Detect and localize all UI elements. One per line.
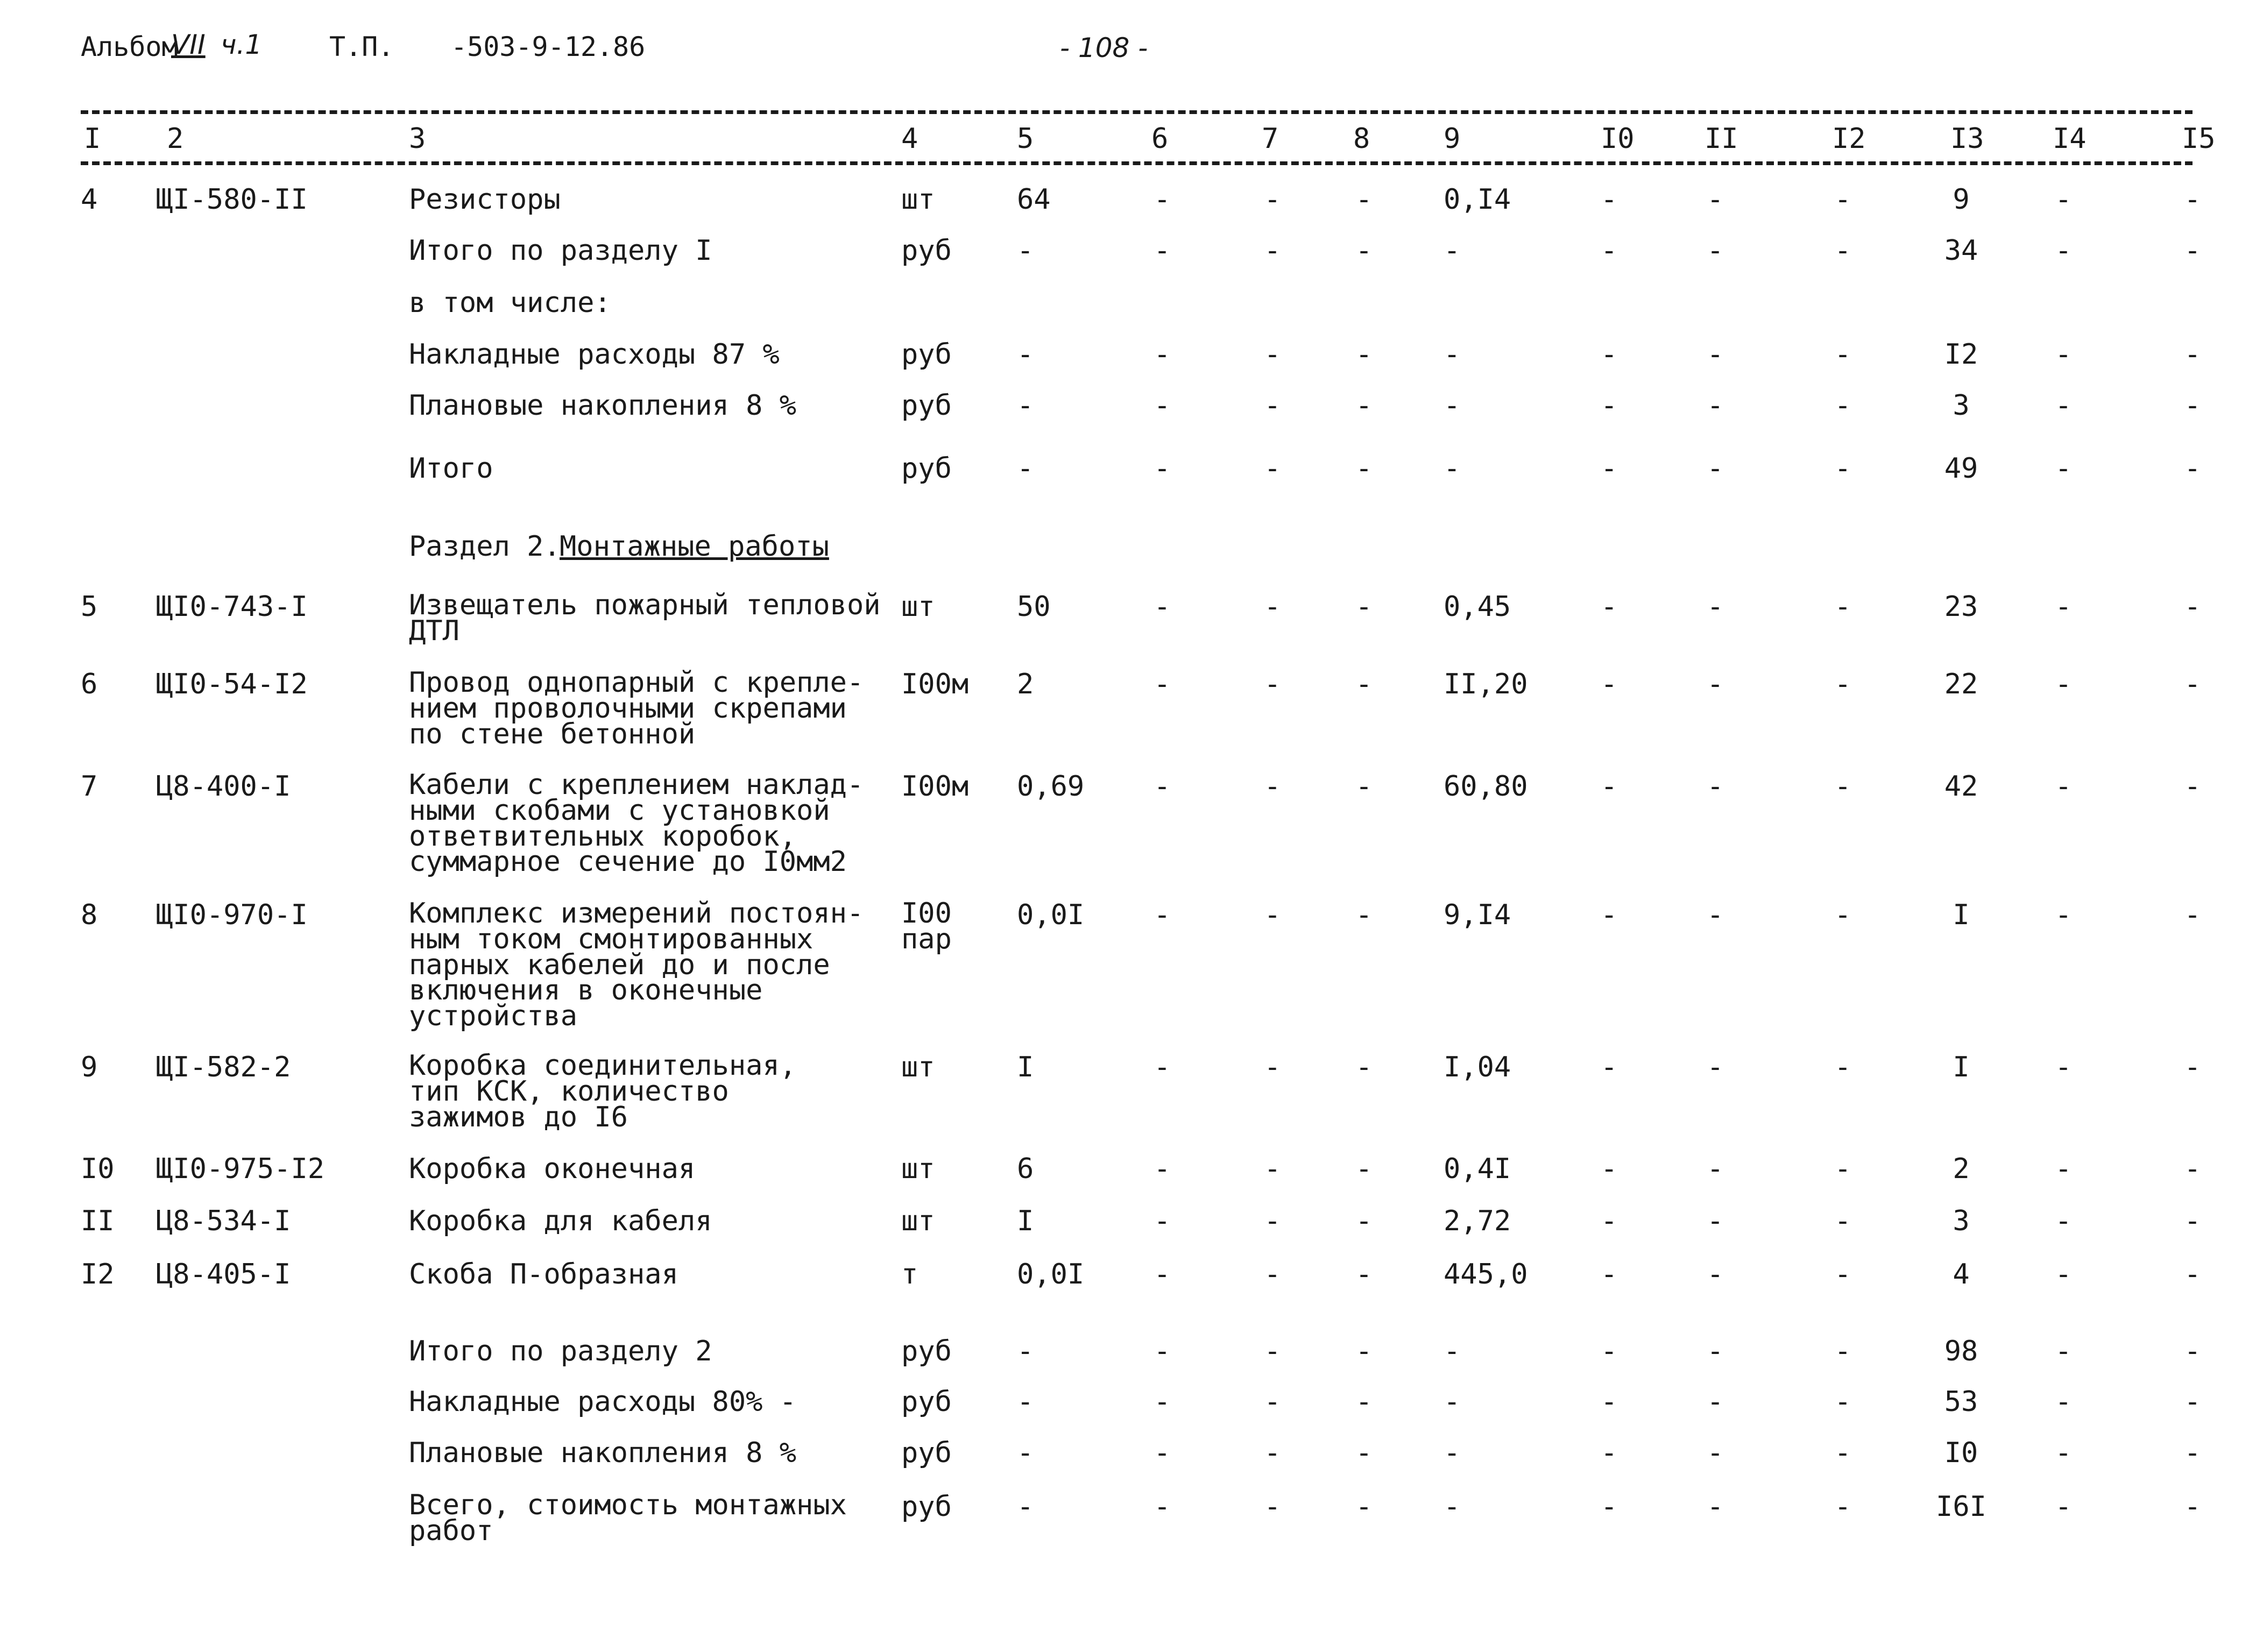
row-col-14: - (2055, 1437, 2072, 1469)
row-col-10: - (1601, 235, 1618, 267)
row-col-11: - (1707, 591, 1724, 623)
row-description: Накладные расходы 87 % (409, 338, 780, 371)
row-col-9: - (1444, 235, 1461, 267)
column-number-4: 4 (901, 123, 918, 155)
row-col-8: - (1355, 235, 1373, 267)
row-col-11: - (1707, 452, 1724, 485)
row-col-13: I0 (1944, 1437, 1978, 1469)
row-col-5: - (1017, 1437, 1034, 1469)
row-number: 7 (81, 770, 98, 803)
row-col-6: - (1154, 1335, 1171, 1367)
row-col-14: - (2055, 235, 2072, 267)
row-number: 9 (81, 1051, 98, 1083)
row-col-12: - (1834, 668, 1851, 700)
row-col-8: - (1355, 899, 1373, 931)
row-col-5: 2 (1017, 668, 1034, 700)
row-unit: руб (901, 452, 952, 485)
row-col-14: - (2055, 1205, 2072, 1237)
row-col-13: I (1953, 899, 1970, 931)
row-col-12: - (1834, 591, 1851, 623)
row-col-10: - (1601, 452, 1618, 485)
row-col-7: - (1264, 668, 1281, 700)
row-col-9: 445,0 (1444, 1258, 1528, 1291)
row-col-6: - (1154, 1437, 1171, 1469)
table-header-rule (81, 161, 2193, 165)
row-col-13: 3 (1953, 389, 1970, 422)
column-number-15: I5 (2182, 123, 2216, 155)
row-col-6: - (1154, 1386, 1171, 1418)
row-unit: шт (901, 1205, 935, 1237)
row-col-10: - (1601, 1205, 1618, 1237)
row-col-7: - (1264, 770, 1281, 803)
row-col-5: I (1017, 1051, 1034, 1083)
column-number-7: 7 (1262, 123, 1279, 155)
row-col-5: - (1017, 1386, 1034, 1418)
row-col-13: 23 (1944, 591, 1978, 623)
row-col-11: - (1707, 1335, 1724, 1367)
row-col-6: - (1154, 183, 1171, 216)
row-col-12: - (1834, 770, 1851, 803)
row-unit: I00м (901, 668, 969, 700)
row-code: ЩI0-975-I2 (156, 1153, 325, 1185)
row-col-6: - (1154, 1051, 1171, 1083)
row-col-13: 9 (1953, 183, 1970, 216)
row-col-5: - (1017, 452, 1034, 485)
row-col-14: - (2055, 1335, 2072, 1367)
row-col-15: - (2184, 1205, 2201, 1237)
column-number-8: 8 (1353, 123, 1370, 155)
row-description: Скоба П-образная (409, 1258, 678, 1291)
row-col-6: - (1154, 1258, 1171, 1291)
row-col-7: - (1264, 1335, 1281, 1367)
row-col-14: - (2055, 183, 2072, 216)
row-col-10: - (1601, 1437, 1618, 1469)
row-col-14: - (2055, 899, 2072, 931)
row-col-14: - (2055, 452, 2072, 485)
row-col-15: - (2184, 899, 2201, 931)
row-col-10: - (1601, 1491, 1618, 1523)
project-code: -503-9-12.86 (451, 31, 646, 62)
row-col-14: - (2055, 1258, 2072, 1291)
row-col-12: - (1834, 452, 1851, 485)
column-number-6: 6 (1151, 123, 1169, 155)
row-unit: I00м (901, 770, 969, 803)
row-col-15: - (2184, 591, 2201, 623)
row-col-8: - (1355, 338, 1373, 371)
row-col-9: - (1444, 1491, 1461, 1523)
row-col-11: - (1707, 1153, 1724, 1185)
row-unit: руб (901, 1437, 952, 1469)
row-col-13: 2 (1953, 1153, 1970, 1185)
row-number: 5 (81, 591, 98, 623)
row-col-14: - (2055, 770, 2072, 803)
row-description: Комплекс измерений постоян- ным током смонтированных парных кабелей до и после включения в оконечные устройства (409, 897, 864, 1033)
row-col-5: 6 (1017, 1153, 1034, 1185)
row-number: I0 (81, 1153, 115, 1185)
row-description: Коробка оконечная (409, 1153, 696, 1185)
row-col-14: - (2055, 1491, 2072, 1523)
page-number: - 108 - (1060, 32, 1148, 63)
row-col-11: - (1707, 183, 1724, 216)
column-number-14: I4 (2053, 123, 2087, 155)
row-col-7: - (1264, 1491, 1281, 1523)
row-col-8: - (1355, 1335, 1373, 1367)
row-col-8: - (1355, 1153, 1373, 1185)
row-col-7: - (1264, 452, 1281, 485)
row-col-6: - (1154, 389, 1171, 422)
row-col-15: - (2184, 1258, 2201, 1291)
row-col-12: - (1834, 389, 1851, 422)
row-col-12: - (1834, 1386, 1851, 1418)
row-col-7: - (1264, 389, 1281, 422)
row-col-8: - (1355, 1437, 1373, 1469)
row-unit: руб (901, 1386, 952, 1418)
row-col-15: - (2184, 452, 2201, 485)
row-description: Итого по разделу 2 (409, 1335, 712, 1367)
row-col-9: - (1444, 1386, 1461, 1418)
column-number-1: I (84, 123, 101, 155)
row-code: ЩI0-743-I (156, 591, 308, 623)
row-col-15: - (2184, 1153, 2201, 1185)
row-unit: шт (901, 591, 935, 623)
row-col-8: - (1355, 1491, 1373, 1523)
row-col-9: - (1444, 1437, 1461, 1469)
row-col-15: - (2184, 1051, 2201, 1083)
row-col-5: - (1017, 235, 1034, 267)
album-part: ч.1 (221, 29, 263, 60)
row-col-13: 34 (1944, 235, 1978, 267)
row-col-8: - (1355, 1205, 1373, 1237)
row-col-9: I,04 (1444, 1051, 1511, 1083)
row-col-5: 0,0I (1017, 1258, 1085, 1291)
column-number-13: I3 (1950, 123, 1984, 155)
row-col-11: - (1707, 1051, 1724, 1083)
row-unit: руб (901, 389, 952, 422)
row-col-9: 0,4I (1444, 1153, 1511, 1185)
row-col-11: - (1707, 235, 1724, 267)
row-col-6: - (1154, 338, 1171, 371)
column-number-3: 3 (409, 123, 426, 155)
row-col-13: 49 (1944, 452, 1978, 485)
row-code: Ц8-534-I (156, 1205, 291, 1237)
row-col-9: - (1444, 1335, 1461, 1367)
row-number: 8 (81, 899, 98, 931)
row-code: ЩI0-54-I2 (156, 668, 308, 700)
row-description: Извещатель пожарный тепловой ДТЛ (409, 589, 881, 647)
row-number: 6 (81, 668, 98, 700)
row-col-7: - (1264, 1051, 1281, 1083)
row-col-14: - (2055, 591, 2072, 623)
row-description: Кабели с креплением наклад- ными скобами с установкой ответвительных коробок, суммарное сечение до I0мм2 (409, 769, 864, 878)
row-unit: руб (901, 1491, 952, 1523)
row-col-14: - (2055, 1153, 2072, 1185)
row-unit: руб (901, 1335, 952, 1367)
row-col-13: I2 (1944, 338, 1978, 371)
row-col-8: - (1355, 1051, 1373, 1083)
row-unit: шт (901, 1051, 935, 1083)
row-col-15: - (2184, 770, 2201, 803)
row-col-5: I (1017, 1205, 1034, 1237)
row-col-6: - (1154, 235, 1171, 267)
row-unit: шт (901, 183, 935, 216)
row-col-9: - (1444, 338, 1461, 371)
row-col-10: - (1601, 1335, 1618, 1367)
column-number-11: II (1705, 123, 1738, 155)
row-code: Ц8-405-I (156, 1258, 291, 1291)
row-col-15: - (2184, 1437, 2201, 1469)
row-col-12: - (1834, 1205, 1851, 1237)
row-col-10: - (1601, 183, 1618, 216)
row-col-15: - (2184, 1491, 2201, 1523)
row-col-12: - (1834, 235, 1851, 267)
row-col-6: - (1154, 1153, 1171, 1185)
row-col-6: - (1154, 452, 1171, 485)
row-col-5: 50 (1017, 591, 1051, 623)
row-col-7: - (1264, 899, 1281, 931)
row-col-15: - (2184, 668, 2201, 700)
column-number-12: I2 (1832, 123, 1866, 155)
row-unit: руб (901, 338, 952, 371)
row-col-12: - (1834, 1153, 1851, 1185)
row-col-10: - (1601, 668, 1618, 700)
row-unit: I00 пар (901, 897, 952, 955)
row-col-14: - (2055, 338, 2072, 371)
row-col-7: - (1264, 1258, 1281, 1291)
row-col-14: - (2055, 389, 2072, 422)
row-unit: шт (901, 1153, 935, 1185)
row-col-15: - (2184, 389, 2201, 422)
row-col-10: - (1601, 1258, 1618, 1291)
row-number: II (81, 1205, 115, 1237)
row-col-11: - (1707, 1258, 1724, 1291)
row-col-7: - (1264, 183, 1281, 216)
row-col-8: - (1355, 1386, 1373, 1418)
row-col-8: - (1355, 183, 1373, 216)
row-col-5: - (1017, 389, 1034, 422)
row-col-5: - (1017, 1491, 1034, 1523)
row-unit: т (901, 1258, 918, 1291)
row-col-11: - (1707, 1386, 1724, 1418)
row-col-7: - (1264, 1386, 1281, 1418)
row-description: Провод однопарный с крепле- нием проволочными скрепами по стене бетонной (409, 667, 864, 750)
row-col-12: - (1834, 1335, 1851, 1367)
row-col-5: 0,0I (1017, 899, 1085, 931)
row-col-15: - (2184, 1335, 2201, 1367)
row-col-10: - (1601, 1153, 1618, 1185)
row-description: Коробка для кабеля (409, 1205, 712, 1237)
row-col-13: I6I (1936, 1491, 1986, 1523)
row-col-9: 0,45 (1444, 591, 1511, 623)
row-code: ЩI0-970-I (156, 899, 308, 931)
row-col-11: - (1707, 899, 1724, 931)
row-col-12: - (1834, 338, 1851, 371)
row-col-5: 64 (1017, 183, 1051, 216)
row-col-5: 0,69 (1017, 770, 1085, 803)
row-col-11: - (1707, 1205, 1724, 1237)
tp-label: Т.П. (329, 31, 394, 62)
row-col-13: 98 (1944, 1335, 1978, 1367)
row-col-6: - (1154, 591, 1171, 623)
row-description: Коробка соединительная, тип КСК, количество зажимов до I6 (409, 1050, 797, 1133)
column-number-10: I0 (1601, 123, 1635, 155)
row-col-11: - (1707, 1491, 1724, 1523)
row-col-10: - (1601, 770, 1618, 803)
row-description: Плановые накопления 8 % (409, 389, 797, 422)
row-col-12: - (1834, 1491, 1851, 1523)
row-col-7: - (1264, 1437, 1281, 1469)
row-number: I2 (81, 1258, 115, 1291)
row-col-5: - (1017, 1335, 1034, 1367)
row-col-8: - (1355, 1258, 1373, 1291)
row-col-15: - (2184, 1386, 2201, 1418)
album-label: Альбом (81, 31, 178, 62)
row-col-10: - (1601, 1386, 1618, 1418)
row-col-6: - (1154, 1491, 1171, 1523)
row-code: ЩI-580-II (156, 183, 308, 216)
row-col-7: - (1264, 591, 1281, 623)
row-description: в том числе: (409, 287, 611, 319)
row-col-15: - (2184, 338, 2201, 371)
row-col-13: I (1953, 1051, 1970, 1083)
row-col-9: - (1444, 452, 1461, 485)
column-number-9: 9 (1444, 123, 1461, 155)
row-number: 4 (81, 183, 98, 216)
row-col-10: - (1601, 591, 1618, 623)
row-code: ЩI-582-2 (156, 1051, 291, 1083)
row-col-8: - (1355, 452, 1373, 485)
row-col-14: - (2055, 1386, 2072, 1418)
row-col-6: - (1154, 1205, 1171, 1237)
row-col-10: - (1601, 1051, 1618, 1083)
row-col-9: II,20 (1444, 668, 1528, 700)
row-col-14: - (2055, 668, 2072, 700)
row-description: Всего, стоимость монтажных работ (409, 1489, 847, 1547)
row-col-8: - (1355, 591, 1373, 623)
row-col-12: - (1834, 1258, 1851, 1291)
row-col-14: - (2055, 1051, 2072, 1083)
row-col-8: - (1355, 668, 1373, 700)
row-col-7: - (1264, 338, 1281, 371)
row-col-11: - (1707, 668, 1724, 700)
row-description: Раздел 2. (409, 530, 561, 563)
row-col-11: - (1707, 389, 1724, 422)
row-unit: руб (901, 235, 952, 267)
row-col-8: - (1355, 389, 1373, 422)
row-col-10: - (1601, 338, 1618, 371)
row-col-11: - (1707, 338, 1724, 371)
column-number-5: 5 (1017, 123, 1034, 155)
column-number-2: 2 (167, 123, 184, 155)
row-col-9: 0,I4 (1444, 183, 1511, 216)
album-number: VII (171, 29, 206, 60)
row-col-15: - (2184, 183, 2201, 216)
row-col-12: - (1834, 1051, 1851, 1083)
row-col-13: 22 (1944, 668, 1978, 700)
row-col-9: 2,72 (1444, 1205, 1511, 1237)
row-col-6: - (1154, 770, 1171, 803)
row-col-15: - (2184, 235, 2201, 267)
row-description: Накладные расходы 80% - (409, 1386, 797, 1418)
row-description: Итого (409, 452, 493, 485)
row-col-9: 9,I4 (1444, 899, 1511, 931)
row-col-7: - (1264, 235, 1281, 267)
row-col-13: 4 (1953, 1258, 1970, 1291)
row-col-6: - (1154, 899, 1171, 931)
row-col-9: - (1444, 389, 1461, 422)
row-col-7: - (1264, 1205, 1281, 1237)
row-col-12: - (1834, 183, 1851, 216)
row-col-11: - (1707, 770, 1724, 803)
row-col-5: - (1017, 338, 1034, 371)
row-col-12: - (1834, 1437, 1851, 1469)
table-top-rule (81, 110, 2193, 114)
row-col-13: 3 (1953, 1205, 1970, 1237)
row-description: Резисторы (409, 183, 561, 216)
row-col-10: - (1601, 389, 1618, 422)
row-description: Плановые накопления 8 % (409, 1437, 797, 1469)
row-col-9: 60,80 (1444, 770, 1528, 803)
row-code: Ц8-400-I (156, 770, 291, 803)
row-col-10: - (1601, 899, 1618, 931)
row-col-8: - (1355, 770, 1373, 803)
row-col-12: - (1834, 899, 1851, 931)
row-col-7: - (1264, 1153, 1281, 1185)
row-col-13: 53 (1944, 1386, 1978, 1418)
section-title: Монтажные работы (560, 530, 829, 563)
row-col-13: 42 (1944, 770, 1978, 803)
row-description: Итого по разделу I (409, 235, 712, 267)
row-col-6: - (1154, 668, 1171, 700)
row-col-11: - (1707, 1437, 1724, 1469)
